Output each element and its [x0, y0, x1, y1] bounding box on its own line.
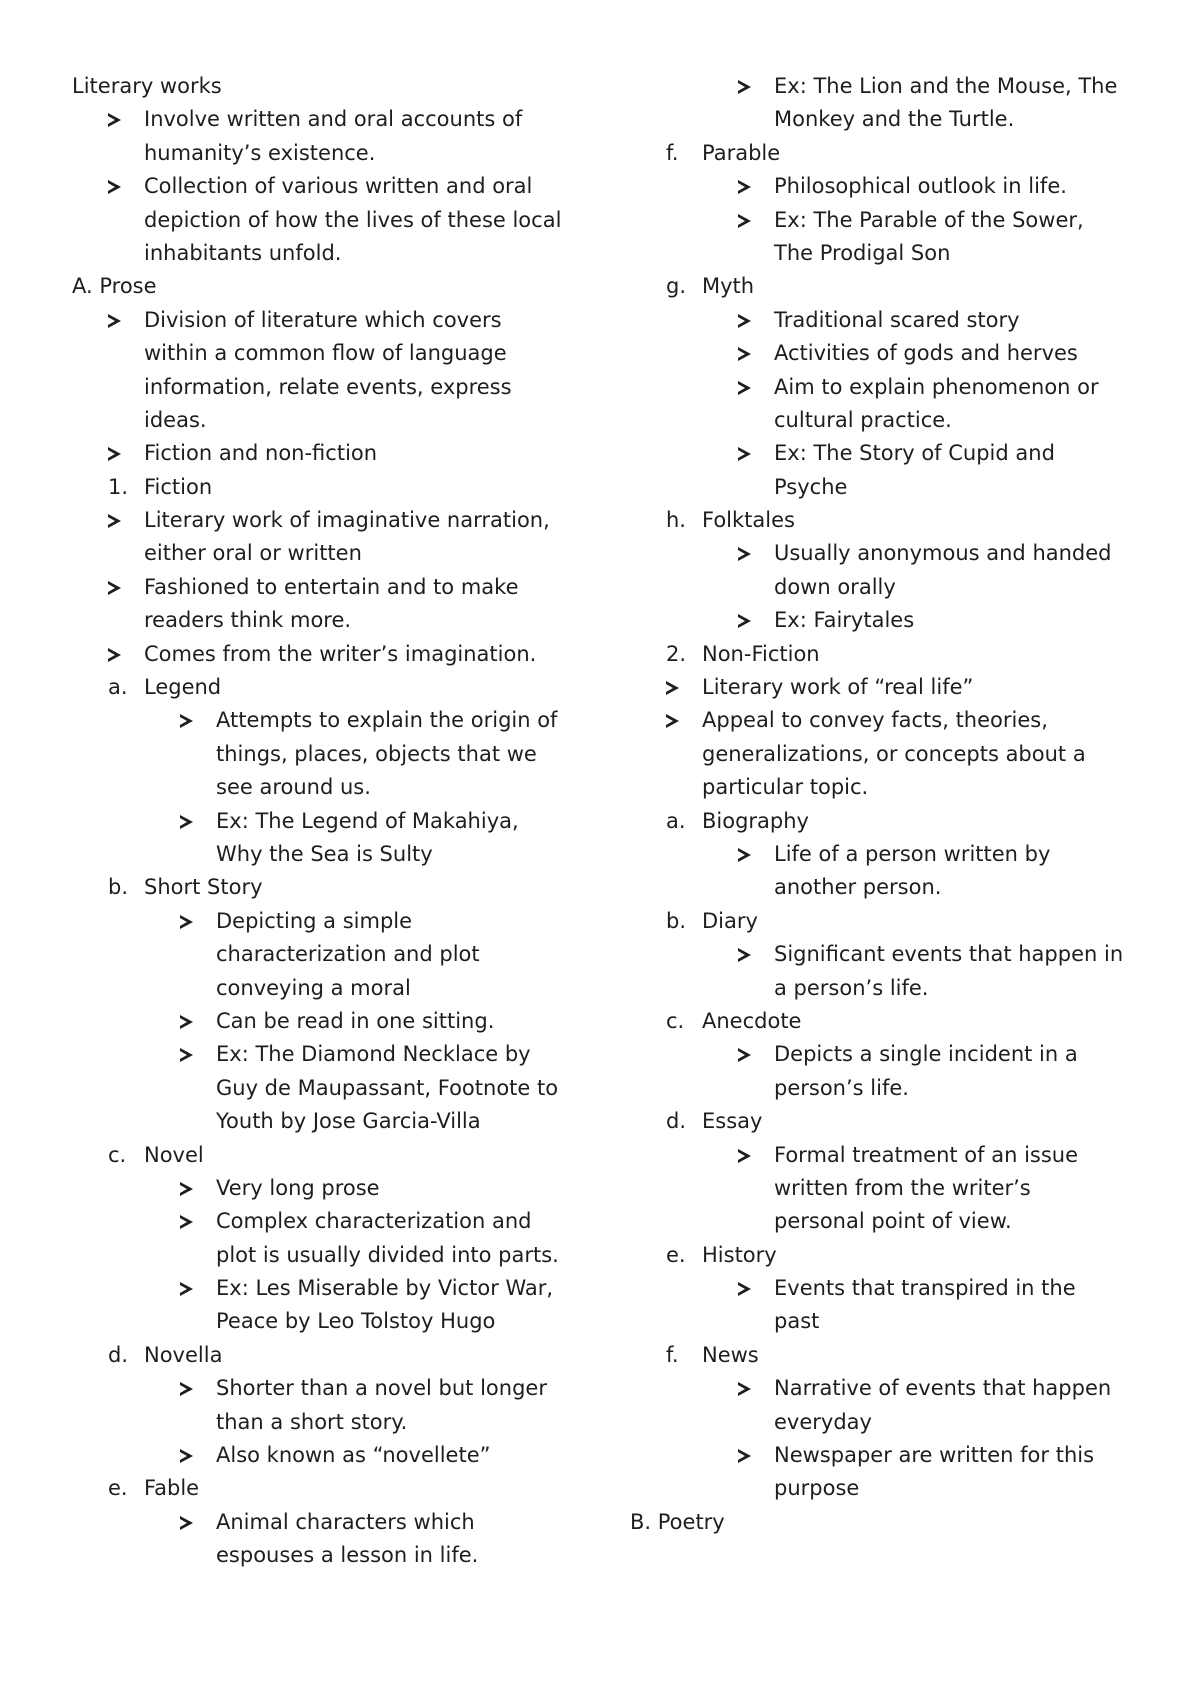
list-marker: a.	[108, 675, 128, 700]
outline-line	[72, 537, 592, 570]
outline-line	[630, 137, 1170, 170]
line-text: Ex: The Diamond Necklace by	[216, 1042, 531, 1067]
line-text: Narrative of events that happen	[774, 1376, 1112, 1401]
heading-text: Literary works	[72, 74, 222, 98]
line-text: Depicts a single incident in a	[774, 1042, 1078, 1067]
line-text: readers think more.	[144, 608, 352, 633]
line-text: Fashioned to entertain and to make	[144, 574, 519, 599]
line-text: Newspaper are written for this	[774, 1443, 1095, 1468]
line-text: Literary work of imaginative narration,	[144, 508, 550, 533]
line-text: particular topic.	[702, 775, 869, 800]
line-text: Animal characters which	[216, 1509, 475, 1534]
line-text: written from the writer’s	[774, 1175, 1031, 1200]
outline-line	[72, 1038, 592, 1071]
outline-line	[630, 504, 1170, 537]
line-text: espouses a lesson in life.	[216, 1543, 479, 1568]
outline-line	[630, 70, 1170, 103]
line-text: Diary	[702, 908, 758, 933]
line-text: The Prodigal Son	[774, 240, 951, 265]
outline-line	[630, 103, 1170, 136]
line-text: another person.	[774, 875, 942, 900]
line-text: Psyche	[774, 474, 848, 499]
outline-line	[630, 437, 1170, 470]
arrow-bullet-icon	[738, 314, 751, 328]
outline-line	[630, 972, 1170, 1005]
section-heading	[72, 270, 592, 303]
list-marker: a.	[666, 808, 686, 833]
outline-line	[72, 471, 592, 504]
outline-line	[72, 437, 592, 470]
list-marker: d.	[108, 1342, 129, 1367]
outline-line	[72, 838, 592, 871]
outline-line	[72, 1439, 592, 1472]
outline-line	[72, 1472, 592, 1505]
line-text: Essay	[702, 1109, 763, 1134]
outline-line	[72, 204, 592, 237]
arrow-bullet-icon	[108, 180, 121, 194]
line-text: information, relate events, express	[144, 374, 512, 399]
line-text: everyday	[774, 1409, 872, 1434]
arrow-bullet-icon	[738, 381, 751, 395]
line-text: Aim to explain phenomenon or	[774, 374, 1099, 399]
line-text: conveying a moral	[216, 975, 411, 1000]
line-text: Appeal to convey facts, theories,	[702, 708, 1048, 733]
outline-line	[72, 1305, 592, 1338]
list-marker: b.	[666, 908, 687, 933]
outline-line	[630, 771, 1170, 804]
outline-line	[630, 270, 1170, 303]
left-column	[72, 70, 592, 1573]
outline-line	[630, 371, 1170, 404]
outline-line	[72, 972, 592, 1005]
outline-line	[630, 1105, 1170, 1138]
arrow-bullet-icon	[738, 347, 751, 361]
line-text: Anecdote	[702, 1008, 802, 1033]
line-text: News	[702, 1342, 759, 1367]
outline-line	[72, 771, 592, 804]
outline-line	[630, 1139, 1170, 1172]
line-text: either oral or written	[144, 541, 362, 566]
line-text: Formal treatment of an issue	[774, 1142, 1079, 1167]
arrow-bullet-icon	[108, 514, 121, 528]
line-text: purpose	[774, 1476, 860, 1501]
section-heading	[630, 1506, 1170, 1539]
heading-text: B. Poetry	[630, 1509, 725, 1534]
line-text: Comes from the writer’s imagination.	[144, 641, 537, 666]
line-text: Philosophical outlook in life.	[774, 174, 1067, 199]
list-marker: c.	[108, 1142, 127, 1167]
outline-line	[630, 1406, 1170, 1439]
line-text: Complex characterization and	[216, 1209, 532, 1234]
outline-line	[630, 1038, 1170, 1071]
line-text: Folktales	[702, 508, 795, 533]
arrow-bullet-icon	[180, 815, 193, 829]
list-marker: e.	[666, 1242, 686, 1267]
outline-line	[630, 571, 1170, 604]
line-text: Significant events that happen in	[774, 942, 1124, 967]
arrow-bullet-icon	[108, 447, 121, 461]
outline-line	[630, 537, 1170, 570]
outline-line	[630, 638, 1170, 671]
line-text: characterization and plot	[216, 942, 480, 967]
arrow-bullet-icon	[738, 948, 751, 962]
arrow-bullet-icon	[666, 681, 679, 695]
outline-line	[630, 1439, 1170, 1472]
outline-line	[72, 103, 592, 136]
arrow-bullet-icon	[108, 581, 121, 595]
arrow-bullet-icon	[738, 447, 751, 461]
arrow-bullet-icon	[738, 214, 751, 228]
arrow-bullet-icon	[738, 848, 751, 862]
outline-line	[72, 638, 592, 671]
list-marker: b.	[108, 875, 129, 900]
outline-line	[72, 1372, 592, 1405]
line-text: Traditional scared story	[774, 307, 1020, 332]
arrow-bullet-icon	[180, 1516, 193, 1530]
line-text: Biography	[702, 808, 809, 833]
arrow-bullet-icon	[108, 314, 121, 328]
outline-line	[630, 1205, 1170, 1238]
arrow-bullet-icon	[180, 1182, 193, 1196]
outline-line	[72, 504, 592, 537]
arrow-bullet-icon	[180, 1449, 193, 1463]
line-text: Division of literature which covers	[144, 307, 502, 332]
outline-line	[630, 337, 1170, 370]
list-marker: e.	[108, 1476, 128, 1501]
outline-line	[630, 905, 1170, 938]
arrow-bullet-icon	[738, 547, 751, 561]
arrow-bullet-icon	[180, 1215, 193, 1229]
line-text: within a common flow of language	[144, 341, 507, 366]
line-text: Parable	[702, 140, 781, 165]
line-text: Youth by Jose Garcia-Villa	[216, 1109, 481, 1134]
list-marker: c.	[666, 1008, 685, 1033]
line-text: Fable	[144, 1476, 200, 1501]
line-text: Legend	[144, 675, 222, 700]
outline-line	[72, 137, 592, 170]
line-text: Ex: The Parable of the Sower,	[774, 207, 1084, 232]
line-text: Depicting a simple	[216, 908, 413, 933]
line-text: person’s life.	[774, 1075, 909, 1100]
line-text: Novel	[144, 1142, 204, 1167]
outline-line	[630, 404, 1170, 437]
list-marker: 2.	[666, 641, 687, 666]
line-text: generalizations, or concepts about a	[702, 741, 1086, 766]
line-text: Novella	[144, 1342, 223, 1367]
line-text: History	[702, 1242, 777, 1267]
line-text: down orally	[774, 574, 896, 599]
line-text: Monkey and the Turtle.	[774, 107, 1015, 132]
line-text: ideas.	[144, 407, 207, 432]
outline-line	[630, 838, 1170, 871]
arrow-bullet-icon	[738, 614, 751, 628]
line-text: Guy de Maupassant, Footnote to	[216, 1075, 559, 1100]
arrow-bullet-icon	[180, 714, 193, 728]
line-text: Why the Sea is Sulty	[216, 841, 433, 866]
arrow-bullet-icon	[180, 915, 193, 929]
outline-line	[72, 805, 592, 838]
line-text: than a short story.	[216, 1409, 408, 1434]
right-column	[630, 70, 1170, 1539]
arrow-bullet-icon	[180, 1015, 193, 1029]
outline-line	[72, 1539, 592, 1572]
outline-line	[630, 1172, 1170, 1205]
outline-line	[630, 805, 1170, 838]
line-text: Also known as “novellete”	[216, 1443, 491, 1468]
line-text: Non-Fiction	[702, 641, 820, 666]
line-text: Fiction	[144, 474, 213, 499]
line-text: Short Story	[144, 875, 263, 900]
list-marker: d.	[666, 1109, 687, 1134]
outline-line	[72, 1139, 592, 1172]
outline-line	[630, 1372, 1170, 1405]
outline-line	[72, 871, 592, 904]
line-text: Activities of gods and herves	[774, 341, 1078, 366]
arrow-bullet-icon	[108, 113, 121, 127]
list-marker: 1.	[108, 474, 129, 499]
outline-line	[72, 905, 592, 938]
outline-line	[72, 1205, 592, 1238]
outline-line	[630, 1272, 1170, 1305]
outline-line	[72, 1005, 592, 1038]
line-text: Ex: The Legend of Makahiya,	[216, 808, 519, 833]
outline-line	[72, 337, 592, 370]
outline-line	[630, 1072, 1170, 1105]
outline-line	[72, 1406, 592, 1439]
heading-text: A. Prose	[72, 274, 157, 299]
outline-line	[630, 237, 1170, 270]
outline-line	[72, 1105, 592, 1138]
arrow-bullet-icon	[738, 80, 751, 94]
line-text: Shorter than a novel but longer	[216, 1376, 547, 1401]
arrow-bullet-icon	[738, 1449, 751, 1463]
arrow-bullet-icon	[738, 1382, 751, 1396]
line-text: plot is usually divided into parts.	[216, 1242, 559, 1267]
outline-line	[630, 170, 1170, 203]
line-text: Ex: The Story of Cupid and	[774, 441, 1055, 466]
line-text: Very long prose	[216, 1175, 380, 1200]
list-marker: f.	[666, 1342, 679, 1367]
outline-line	[72, 237, 592, 270]
line-text: Life of a person written by	[774, 841, 1051, 866]
line-text: Literary work of “real life”	[702, 675, 974, 700]
arrow-bullet-icon	[738, 1149, 751, 1163]
outline-line	[72, 1072, 592, 1105]
arrow-bullet-icon	[180, 1382, 193, 1396]
line-text: humanity’s existence.	[144, 140, 376, 165]
outline-line	[630, 1005, 1170, 1038]
line-text: Attempts to explain the origin of	[216, 708, 558, 733]
line-text: Myth	[702, 274, 755, 299]
outline-line	[72, 1239, 592, 1272]
outline-line	[630, 604, 1170, 637]
outline-line	[72, 170, 592, 203]
line-text: Events that transpired in the	[774, 1276, 1076, 1301]
outline-line	[72, 404, 592, 437]
arrow-bullet-icon	[666, 714, 679, 728]
line-text: see around us.	[216, 775, 371, 800]
outline-line	[630, 1305, 1170, 1338]
line-text: cultural practice.	[774, 407, 952, 432]
list-marker: h.	[666, 508, 686, 533]
arrow-bullet-icon	[738, 180, 751, 194]
line-text: Can be read in one sitting.	[216, 1008, 495, 1033]
line-text: a person’s life.	[774, 975, 929, 1000]
arrow-bullet-icon	[180, 1282, 193, 1296]
outline-line	[72, 738, 592, 771]
line-text: inhabitants unfold.	[144, 240, 342, 265]
line-text: things, places, objects that we	[216, 741, 537, 766]
line-text: Ex: The Lion and the Mouse, The	[774, 74, 1118, 98]
outline-line	[72, 371, 592, 404]
section-heading	[72, 70, 592, 103]
outline-line	[630, 304, 1170, 337]
outline-line	[72, 1339, 592, 1372]
line-text: Ex: Fairytales	[774, 608, 915, 633]
line-text: depiction of how the lives of these local	[144, 207, 562, 232]
outline-line	[72, 1172, 592, 1205]
line-text: Fiction and non-fiction	[144, 441, 378, 466]
outline-line	[630, 871, 1170, 904]
outline-line	[72, 1506, 592, 1539]
outline-line	[630, 938, 1170, 971]
line-text: Involve written and oral accounts of	[144, 107, 523, 132]
outline-line	[630, 1239, 1170, 1272]
outline-line	[72, 704, 592, 737]
arrow-bullet-icon	[738, 1048, 751, 1062]
outline-line	[72, 1272, 592, 1305]
outline-line	[630, 704, 1170, 737]
outline-line	[72, 571, 592, 604]
outline-line	[72, 304, 592, 337]
arrow-bullet-icon	[108, 648, 121, 662]
outline-line	[630, 1339, 1170, 1372]
arrow-bullet-icon	[738, 1282, 751, 1296]
outline-line	[630, 471, 1170, 504]
outline-line	[630, 1472, 1170, 1505]
list-marker: f.	[666, 140, 679, 165]
line-text: Usually anonymous and handed	[774, 541, 1112, 566]
line-text: Collection of various written and oral	[144, 174, 533, 199]
outline-line	[630, 671, 1170, 704]
outline-line	[72, 938, 592, 971]
outline-line	[72, 604, 592, 637]
list-marker: g.	[666, 274, 687, 299]
outline-line	[72, 671, 592, 704]
outline-line	[630, 738, 1170, 771]
line-text: personal point of view.	[774, 1209, 1012, 1234]
line-text: Ex: Les Miserable by Victor War,	[216, 1276, 554, 1301]
line-text: past	[774, 1309, 820, 1334]
arrow-bullet-icon	[180, 1048, 193, 1062]
outline-line	[630, 204, 1170, 237]
line-text: Peace by Leo Tolstoy Hugo	[216, 1309, 496, 1334]
